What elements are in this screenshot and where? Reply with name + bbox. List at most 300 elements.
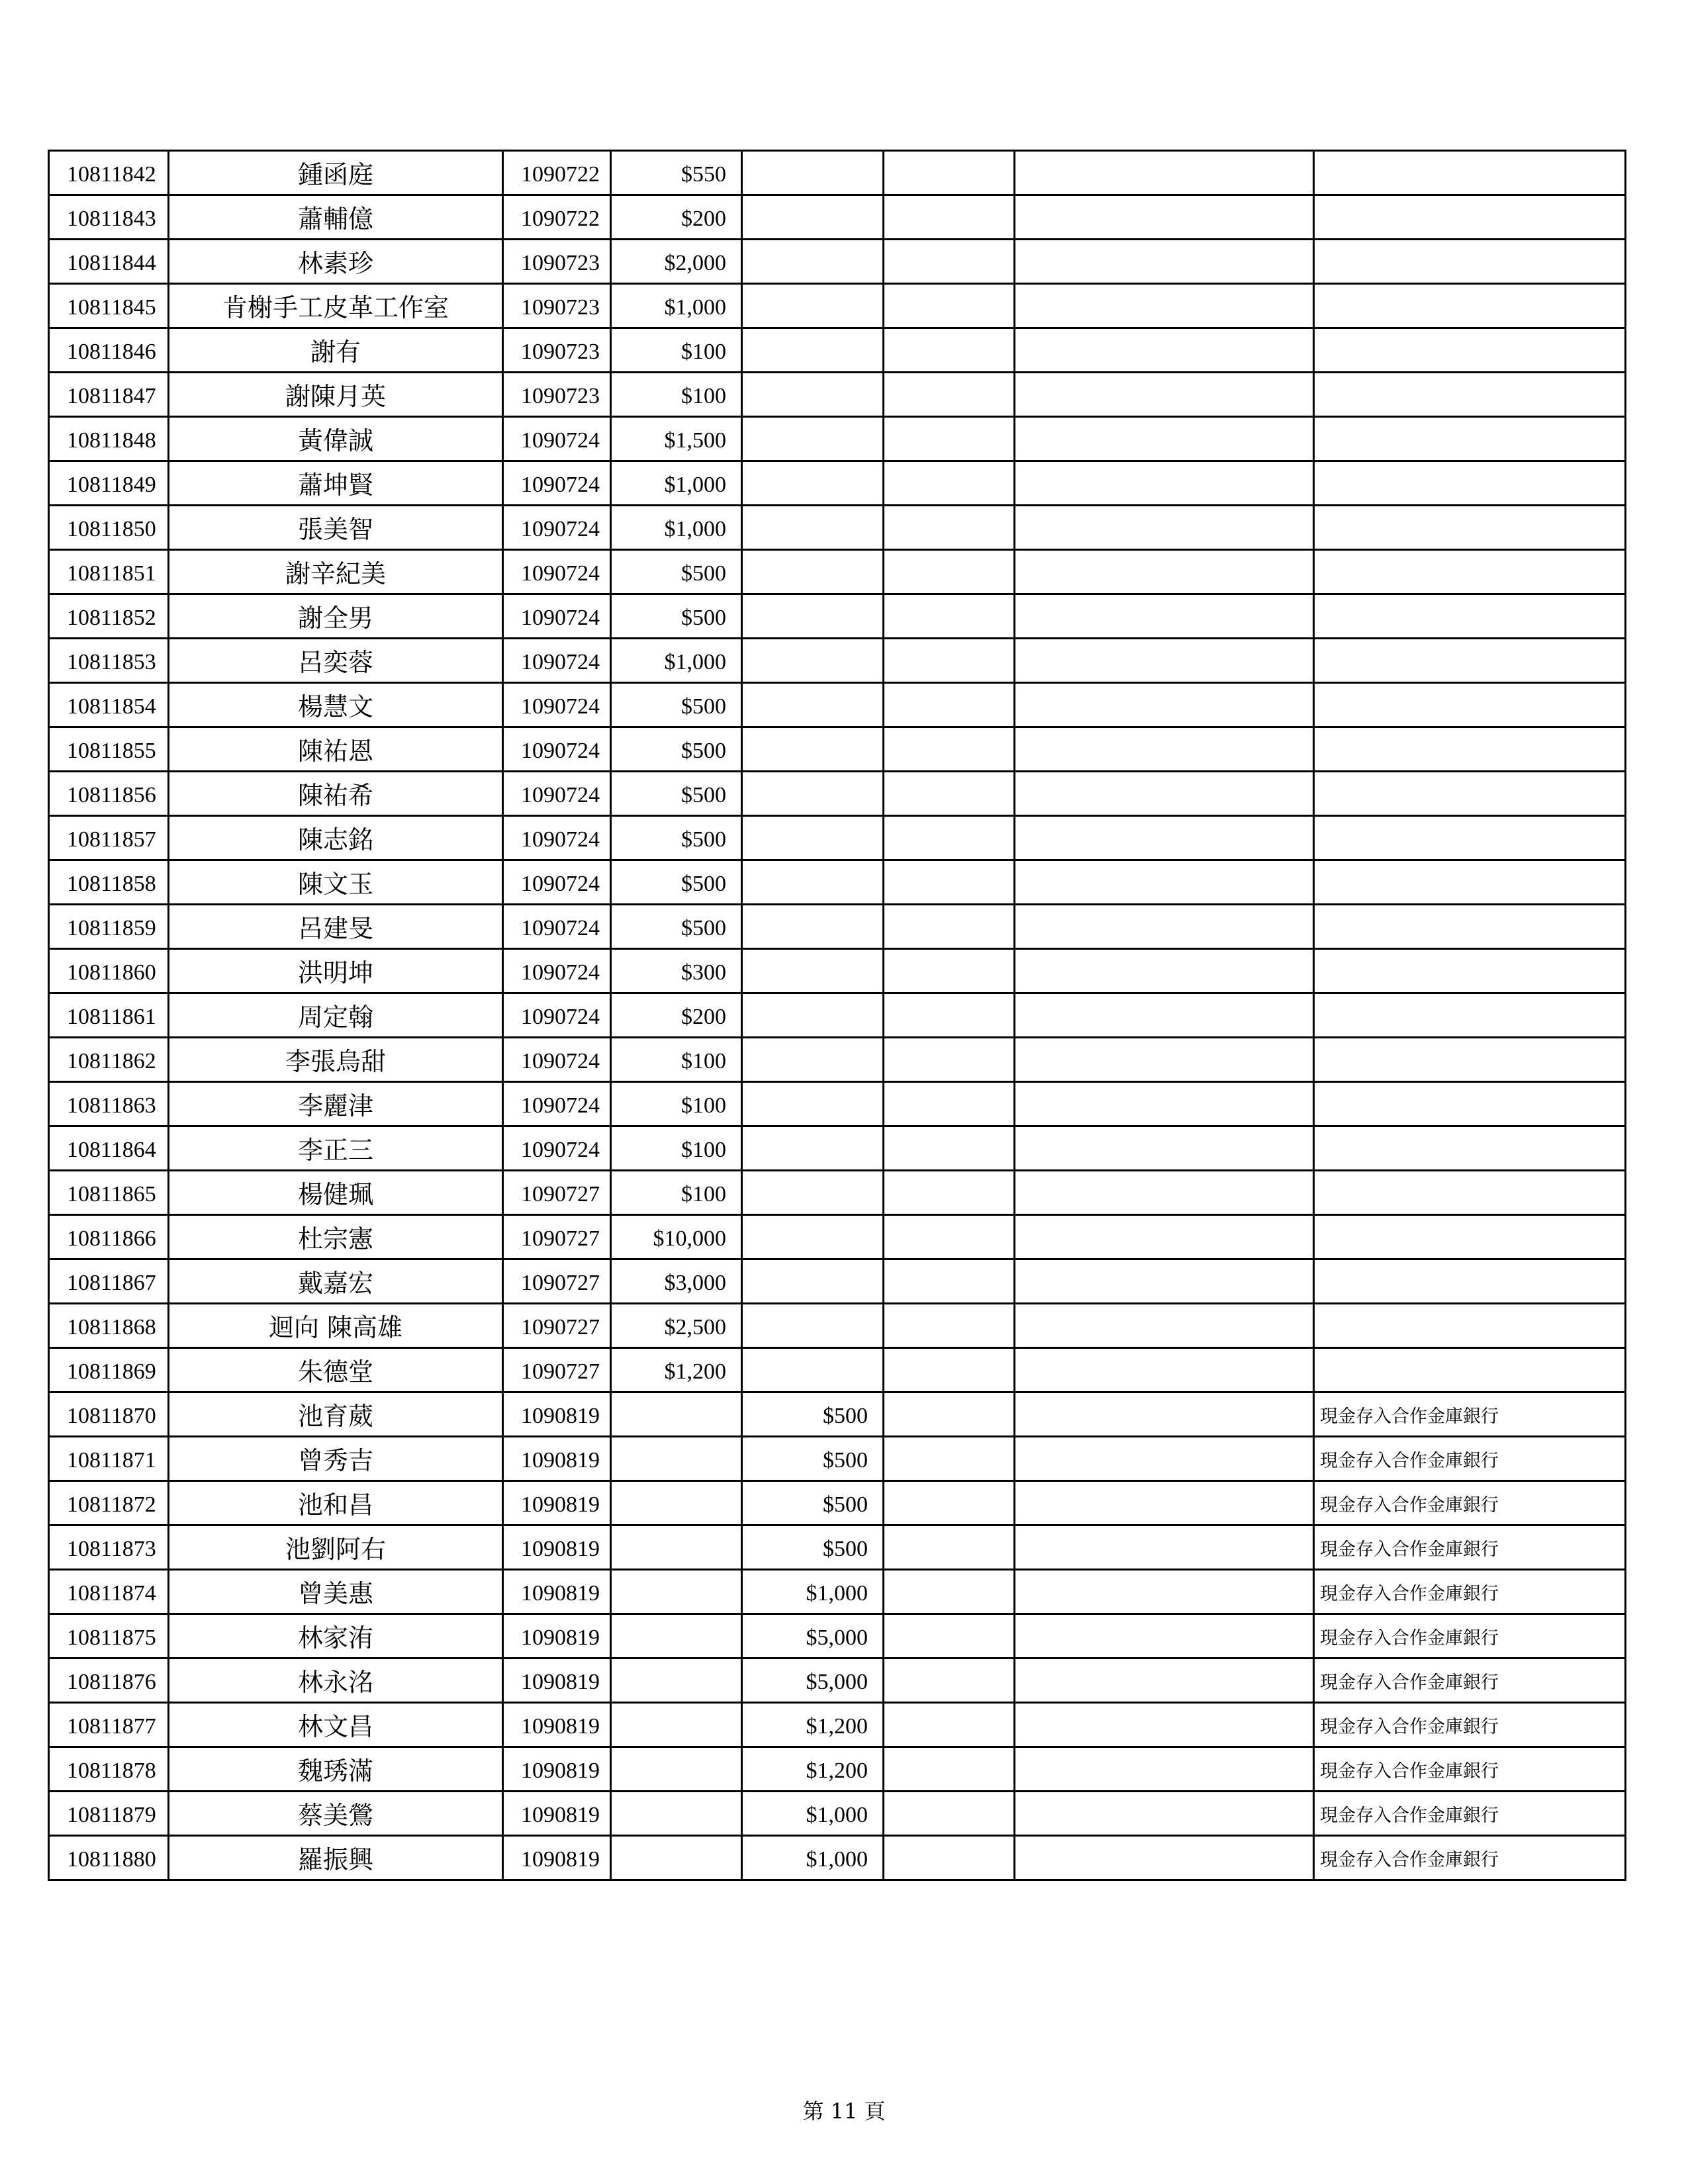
date-cell: 1090727	[503, 1171, 611, 1215]
receipt-number-cell: 10811853	[49, 639, 169, 683]
donation-ledger-table	[48, 150, 1626, 1881]
date-cell: 1090722	[503, 151, 611, 195]
date-cell: 1090723	[503, 240, 611, 284]
deposit-amount-cell	[742, 373, 884, 417]
note-cell: 現金存入合作金庫銀行	[1314, 1747, 1626, 1792]
receipt-number-cell: 10811844	[49, 240, 169, 284]
date-cell: 1090819	[503, 1392, 611, 1437]
table-row	[49, 1836, 1626, 1880]
receipt-number-cell: 10811847	[49, 373, 169, 417]
date-cell: 1090722	[503, 195, 611, 240]
donor-name-cell: 魏琇滿	[169, 1747, 503, 1792]
table-row	[49, 151, 1626, 195]
receipt-number-cell: 10811846	[49, 328, 169, 373]
deposit-amount-cell	[742, 1259, 884, 1304]
empty-cell	[884, 949, 1015, 993]
date-cell: 1090819	[503, 1836, 611, 1880]
note-cell	[1314, 1082, 1626, 1126]
amount-cell: $10,000	[611, 1215, 742, 1259]
note-cell	[1314, 417, 1626, 461]
note-cell	[1314, 151, 1626, 195]
empty-cell	[884, 683, 1015, 727]
amount-cell: $200	[611, 195, 742, 240]
date-cell: 1090727	[503, 1348, 611, 1392]
receipt-number-cell: 10811870	[49, 1392, 169, 1437]
amount-cell	[611, 1659, 742, 1703]
empty-cell	[884, 373, 1015, 417]
deposit-amount-cell	[742, 1304, 884, 1348]
donor-name-cell: 曾美惠	[169, 1570, 503, 1614]
donor-name-cell: 謝全男	[169, 594, 503, 639]
amount-cell: $500	[611, 860, 742, 905]
table-row	[49, 1126, 1626, 1171]
deposit-amount-cell	[742, 594, 884, 639]
donor-name-cell: 池和昌	[169, 1481, 503, 1525]
empty-cell	[884, 594, 1015, 639]
date-cell: 1090819	[503, 1792, 611, 1836]
empty-cell	[884, 1659, 1015, 1703]
empty-cell	[884, 860, 1015, 905]
empty-cell	[884, 1437, 1015, 1481]
table-row	[49, 772, 1626, 816]
empty-cell	[1015, 727, 1314, 772]
date-cell: 1090723	[503, 284, 611, 328]
table-row	[49, 1348, 1626, 1392]
note-cell	[1314, 1215, 1626, 1259]
empty-cell	[1015, 151, 1314, 195]
table-row	[49, 328, 1626, 373]
donor-name-cell: 池育葳	[169, 1392, 503, 1437]
table-row	[49, 1481, 1626, 1525]
note-cell	[1314, 506, 1626, 550]
note-cell	[1314, 594, 1626, 639]
empty-cell	[1015, 1659, 1314, 1703]
empty-cell	[884, 417, 1015, 461]
amount-cell: $500	[611, 905, 742, 949]
deposit-amount-cell	[742, 860, 884, 905]
empty-cell	[1015, 594, 1314, 639]
empty-cell	[884, 1792, 1015, 1836]
deposit-amount-cell	[742, 1082, 884, 1126]
empty-cell	[884, 1392, 1015, 1437]
empty-cell	[1015, 1703, 1314, 1747]
donor-name-cell: 謝陳月英	[169, 373, 503, 417]
amount-cell: $1,000	[611, 461, 742, 506]
receipt-number-cell: 10811871	[49, 1437, 169, 1481]
note-cell	[1314, 373, 1626, 417]
empty-cell	[884, 1259, 1015, 1304]
receipt-number-cell: 10811877	[49, 1703, 169, 1747]
date-cell: 1090724	[503, 639, 611, 683]
amount-cell	[611, 1703, 742, 1747]
note-cell	[1314, 1038, 1626, 1082]
note-cell	[1314, 860, 1626, 905]
empty-cell	[884, 1038, 1015, 1082]
deposit-amount-cell	[742, 905, 884, 949]
empty-cell	[1015, 195, 1314, 240]
amount-cell	[611, 1525, 742, 1570]
empty-cell	[1015, 905, 1314, 949]
empty-cell	[884, 1082, 1015, 1126]
deposit-amount-cell	[742, 550, 884, 594]
note-cell: 現金存入合作金庫銀行	[1314, 1481, 1626, 1525]
deposit-amount-cell	[742, 417, 884, 461]
empty-cell	[1015, 1614, 1314, 1659]
empty-cell	[1015, 506, 1314, 550]
note-cell: 現金存入合作金庫銀行	[1314, 1570, 1626, 1614]
note-cell: 現金存入合作金庫銀行	[1314, 1836, 1626, 1880]
receipt-number-cell: 10811850	[49, 506, 169, 550]
receipt-number-cell: 10811857	[49, 816, 169, 860]
empty-cell	[1015, 993, 1314, 1038]
date-cell: 1090819	[503, 1570, 611, 1614]
table-row	[49, 949, 1626, 993]
receipt-number-cell: 10811848	[49, 417, 169, 461]
amount-cell: $500	[611, 727, 742, 772]
empty-cell	[1015, 284, 1314, 328]
date-cell: 1090819	[503, 1747, 611, 1792]
deposit-amount-cell	[742, 506, 884, 550]
note-cell	[1314, 727, 1626, 772]
empty-cell	[884, 816, 1015, 860]
empty-cell	[884, 1525, 1015, 1570]
empty-cell	[1015, 1836, 1314, 1880]
empty-cell	[884, 1481, 1015, 1525]
receipt-number-cell: 10811879	[49, 1792, 169, 1836]
deposit-amount-cell: $500	[742, 1437, 884, 1481]
deposit-amount-cell: $1,000	[742, 1836, 884, 1880]
empty-cell	[884, 993, 1015, 1038]
amount-cell: $100	[611, 1126, 742, 1171]
donor-name-cell: 蕭輔億	[169, 195, 503, 240]
date-cell: 1090724	[503, 993, 611, 1038]
amount-cell	[611, 1481, 742, 1525]
page-number: 第 11 頁	[802, 2099, 886, 2124]
donor-name-cell: 謝有	[169, 328, 503, 373]
empty-cell	[1015, 772, 1314, 816]
deposit-amount-cell	[742, 284, 884, 328]
empty-cell	[884, 284, 1015, 328]
table-row	[49, 1570, 1626, 1614]
table-row	[49, 1082, 1626, 1126]
amount-cell	[611, 1747, 742, 1792]
table-row	[49, 1171, 1626, 1215]
note-cell: 現金存入合作金庫銀行	[1314, 1437, 1626, 1481]
deposit-amount-cell	[742, 461, 884, 506]
table-row	[49, 284, 1626, 328]
date-cell: 1090819	[503, 1659, 611, 1703]
date-cell: 1090727	[503, 1304, 611, 1348]
table-row	[49, 1614, 1626, 1659]
table-row	[49, 461, 1626, 506]
deposit-amount-cell: $500	[742, 1525, 884, 1570]
donor-name-cell: 黃偉誠	[169, 417, 503, 461]
empty-cell	[1015, 1481, 1314, 1525]
amount-cell: $1,500	[611, 417, 742, 461]
note-cell	[1314, 905, 1626, 949]
empty-cell	[884, 151, 1015, 195]
deposit-amount-cell	[742, 639, 884, 683]
empty-cell	[884, 1703, 1015, 1747]
donor-name-cell: 楊慧文	[169, 683, 503, 727]
note-cell	[1314, 240, 1626, 284]
donor-name-cell: 戴嘉宏	[169, 1259, 503, 1304]
empty-cell	[1015, 1570, 1314, 1614]
date-cell: 1090724	[503, 772, 611, 816]
deposit-amount-cell	[742, 993, 884, 1038]
receipt-number-cell: 10811861	[49, 993, 169, 1038]
empty-cell	[1015, 683, 1314, 727]
receipt-number-cell: 10811849	[49, 461, 169, 506]
donor-name-cell: 迴向 陳高雄	[169, 1304, 503, 1348]
note-cell	[1314, 1171, 1626, 1215]
receipt-number-cell: 10811868	[49, 1304, 169, 1348]
empty-cell	[884, 195, 1015, 240]
ledger-body	[49, 151, 1626, 1880]
table-row	[49, 1747, 1626, 1792]
table-row	[49, 860, 1626, 905]
date-cell: 1090724	[503, 1082, 611, 1126]
deposit-amount-cell	[742, 328, 884, 373]
table-row	[49, 1437, 1626, 1481]
note-cell	[1314, 328, 1626, 373]
receipt-number-cell: 10811851	[49, 550, 169, 594]
amount-cell: $500	[611, 683, 742, 727]
date-cell: 1090723	[503, 328, 611, 373]
receipt-number-cell: 10811864	[49, 1126, 169, 1171]
deposit-amount-cell	[742, 1038, 884, 1082]
empty-cell	[884, 1747, 1015, 1792]
receipt-number-cell: 10811866	[49, 1215, 169, 1259]
receipt-number-cell: 10811843	[49, 195, 169, 240]
empty-cell	[1015, 816, 1314, 860]
receipt-number-cell: 10811872	[49, 1481, 169, 1525]
empty-cell	[884, 1614, 1015, 1659]
note-cell	[1314, 772, 1626, 816]
amount-cell	[611, 1392, 742, 1437]
empty-cell	[1015, 1437, 1314, 1481]
empty-cell	[1015, 328, 1314, 373]
amount-cell: $1,200	[611, 1348, 742, 1392]
empty-cell	[884, 905, 1015, 949]
date-cell: 1090727	[503, 1259, 611, 1304]
amount-cell: $100	[611, 1082, 742, 1126]
note-cell	[1314, 993, 1626, 1038]
donor-name-cell: 呂奕蓉	[169, 639, 503, 683]
donor-name-cell: 羅振興	[169, 1836, 503, 1880]
table-row	[49, 1392, 1626, 1437]
receipt-number-cell: 10811859	[49, 905, 169, 949]
donor-name-cell: 李張烏甜	[169, 1038, 503, 1082]
donor-name-cell: 蕭坤賢	[169, 461, 503, 506]
deposit-amount-cell	[742, 727, 884, 772]
empty-cell	[884, 1126, 1015, 1171]
deposit-amount-cell: $5,000	[742, 1659, 884, 1703]
date-cell: 1090724	[503, 683, 611, 727]
amount-cell: $550	[611, 151, 742, 195]
date-cell: 1090724	[503, 594, 611, 639]
note-cell	[1314, 195, 1626, 240]
amount-cell: $2,500	[611, 1304, 742, 1348]
date-cell: 1090727	[503, 1215, 611, 1259]
empty-cell	[884, 1304, 1015, 1348]
date-cell: 1090724	[503, 860, 611, 905]
donor-name-cell: 洪明坤	[169, 949, 503, 993]
empty-cell	[1015, 1126, 1314, 1171]
empty-cell	[884, 1348, 1015, 1392]
date-cell: 1090724	[503, 727, 611, 772]
empty-cell	[884, 328, 1015, 373]
date-cell: 1090724	[503, 1126, 611, 1171]
amount-cell: $1,000	[611, 639, 742, 683]
deposit-amount-cell: $1,200	[742, 1703, 884, 1747]
table-row	[49, 195, 1626, 240]
receipt-number-cell: 10811873	[49, 1525, 169, 1570]
empty-cell	[1015, 417, 1314, 461]
amount-cell: $300	[611, 949, 742, 993]
note-cell	[1314, 1348, 1626, 1392]
empty-cell	[1015, 1038, 1314, 1082]
deposit-amount-cell	[742, 816, 884, 860]
empty-cell	[1015, 860, 1314, 905]
receipt-number-cell: 10811862	[49, 1038, 169, 1082]
table-row	[49, 594, 1626, 639]
empty-cell	[884, 727, 1015, 772]
donor-name-cell: 陳祐恩	[169, 727, 503, 772]
table-row	[49, 1304, 1626, 1348]
donor-name-cell: 李正三	[169, 1126, 503, 1171]
table-row	[49, 550, 1626, 594]
amount-cell: $1,000	[611, 506, 742, 550]
receipt-number-cell: 10811855	[49, 727, 169, 772]
date-cell: 1090724	[503, 550, 611, 594]
amount-cell: $100	[611, 373, 742, 417]
table-row	[49, 240, 1626, 284]
empty-cell	[884, 772, 1015, 816]
donor-name-cell: 周定翰	[169, 993, 503, 1038]
empty-cell	[1015, 461, 1314, 506]
table-row	[49, 816, 1626, 860]
receipt-number-cell: 10811869	[49, 1348, 169, 1392]
donor-name-cell: 李麗津	[169, 1082, 503, 1126]
date-cell: 1090724	[503, 816, 611, 860]
receipt-number-cell: 10811854	[49, 683, 169, 727]
receipt-number-cell: 10811874	[49, 1570, 169, 1614]
amount-cell	[611, 1570, 742, 1614]
table-row	[49, 1215, 1626, 1259]
empty-cell	[1015, 1792, 1314, 1836]
table-row	[49, 506, 1626, 550]
note-cell	[1314, 1259, 1626, 1304]
donor-name-cell: 楊健珮	[169, 1171, 503, 1215]
amount-cell: $200	[611, 993, 742, 1038]
donor-name-cell: 陳祐希	[169, 772, 503, 816]
note-cell	[1314, 816, 1626, 860]
receipt-number-cell: 10811863	[49, 1082, 169, 1126]
date-cell: 1090724	[503, 417, 611, 461]
donor-name-cell: 鍾函庭	[169, 151, 503, 195]
amount-cell	[611, 1836, 742, 1880]
donor-name-cell: 張美智	[169, 506, 503, 550]
date-cell: 1090819	[503, 1525, 611, 1570]
note-cell	[1314, 284, 1626, 328]
deposit-amount-cell	[742, 683, 884, 727]
date-cell: 1090724	[503, 1038, 611, 1082]
amount-cell	[611, 1792, 742, 1836]
donor-name-cell: 呂建旻	[169, 905, 503, 949]
note-cell: 現金存入合作金庫銀行	[1314, 1614, 1626, 1659]
deposit-amount-cell	[742, 1215, 884, 1259]
amount-cell: $100	[611, 328, 742, 373]
deposit-amount-cell: $1,000	[742, 1570, 884, 1614]
table-row	[49, 993, 1626, 1038]
date-cell: 1090819	[503, 1437, 611, 1481]
date-cell: 1090724	[503, 905, 611, 949]
deposit-amount-cell: $1,000	[742, 1792, 884, 1836]
deposit-amount-cell	[742, 1171, 884, 1215]
donor-name-cell: 謝辛紀美	[169, 550, 503, 594]
amount-cell: $2,000	[611, 240, 742, 284]
date-cell: 1090819	[503, 1614, 611, 1659]
note-cell	[1314, 639, 1626, 683]
note-cell	[1314, 550, 1626, 594]
empty-cell	[1015, 949, 1314, 993]
empty-cell	[1015, 1348, 1314, 1392]
note-cell: 現金存入合作金庫銀行	[1314, 1703, 1626, 1747]
empty-cell	[1015, 550, 1314, 594]
empty-cell	[884, 506, 1015, 550]
note-cell: 現金存入合作金庫銀行	[1314, 1792, 1626, 1836]
receipt-number-cell: 10811876	[49, 1659, 169, 1703]
deposit-amount-cell: $5,000	[742, 1614, 884, 1659]
empty-cell	[1015, 1525, 1314, 1570]
donor-name-cell: 朱德堂	[169, 1348, 503, 1392]
empty-cell	[1015, 240, 1314, 284]
amount-cell: $3,000	[611, 1259, 742, 1304]
deposit-amount-cell: $1,200	[742, 1747, 884, 1792]
receipt-number-cell: 10811865	[49, 1171, 169, 1215]
donor-name-cell: 曾秀吉	[169, 1437, 503, 1481]
empty-cell	[1015, 373, 1314, 417]
empty-cell	[884, 550, 1015, 594]
note-cell: 現金存入合作金庫銀行	[1314, 1525, 1626, 1570]
amount-cell: $100	[611, 1038, 742, 1082]
donor-name-cell: 林永洺	[169, 1659, 503, 1703]
note-cell	[1314, 1126, 1626, 1171]
receipt-number-cell: 10811867	[49, 1259, 169, 1304]
date-cell: 1090724	[503, 949, 611, 993]
table-row	[49, 1792, 1626, 1836]
table-row	[49, 1259, 1626, 1304]
deposit-amount-cell: $500	[742, 1392, 884, 1437]
empty-cell	[1015, 1171, 1314, 1215]
donor-name-cell: 蔡美鶯	[169, 1792, 503, 1836]
deposit-amount-cell	[742, 240, 884, 284]
note-cell: 現金存入合作金庫銀行	[1314, 1392, 1626, 1437]
empty-cell	[884, 461, 1015, 506]
receipt-number-cell: 10811856	[49, 772, 169, 816]
deposit-amount-cell	[742, 1348, 884, 1392]
empty-cell	[1015, 1747, 1314, 1792]
receipt-number-cell: 10811842	[49, 151, 169, 195]
empty-cell	[884, 1836, 1015, 1880]
empty-cell	[884, 639, 1015, 683]
receipt-number-cell: 10811858	[49, 860, 169, 905]
amount-cell: $500	[611, 550, 742, 594]
deposit-amount-cell	[742, 195, 884, 240]
receipt-number-cell: 10811880	[49, 1836, 169, 1880]
table-row	[49, 639, 1626, 683]
